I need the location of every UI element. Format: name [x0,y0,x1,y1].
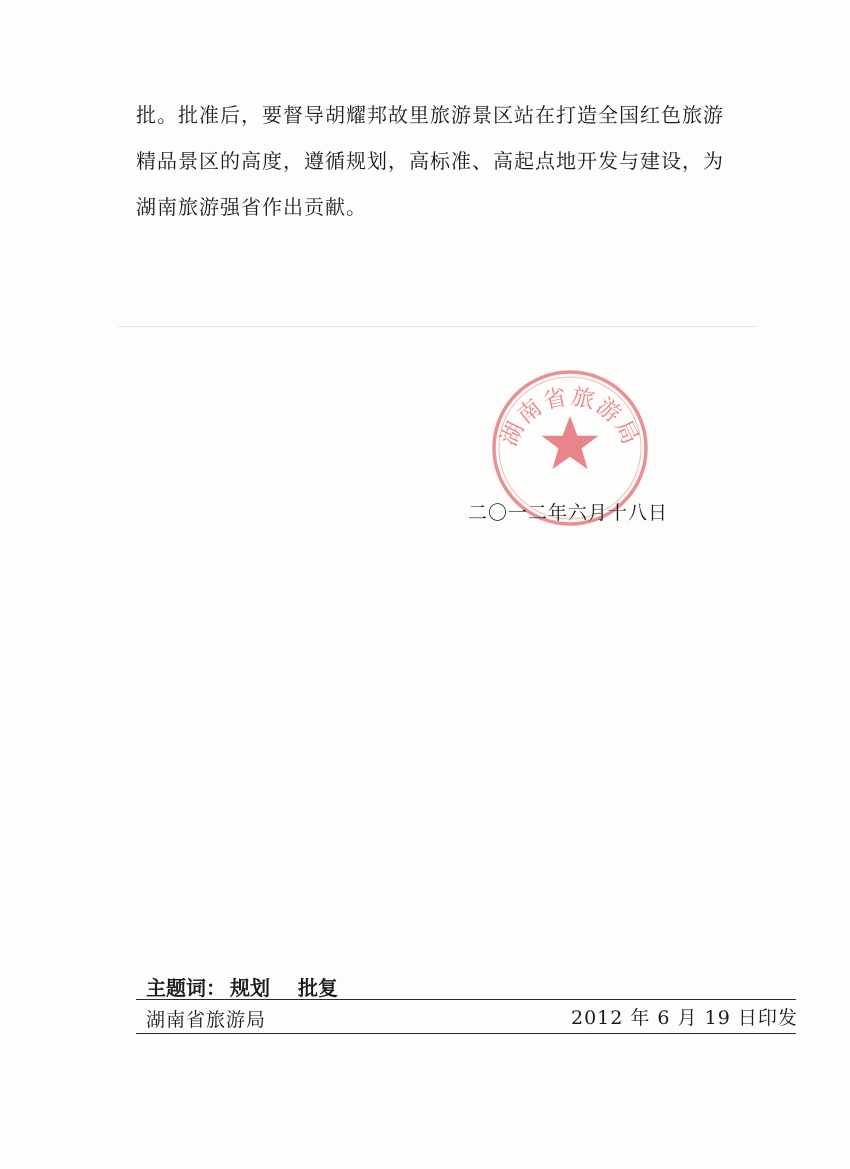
keywords-label: 主题词： [146,976,226,1000]
body-text [136,92,776,230]
footer-rule-bottom [136,1033,796,1034]
body-line: 湖南旅游强省作出贡献。 [136,195,367,219]
footer-rule-top [136,999,796,1000]
subject-keywords [146,972,338,1001]
seal-star-icon [542,416,599,469]
body-line: 精品景区的高度，遵循规划，高标准、高起点地开发与建设，为 [136,149,724,173]
keyword: 批复 [298,976,338,1000]
document-date: 二〇一二年六月十八日 [468,502,669,524]
issuer: 湖南省旅游局 [146,1009,267,1031]
faint-divider [118,326,758,327]
body-line: 批。批准后，要督导胡耀邦故里旅游景区站在打造全国红色旅游 [136,103,724,127]
svg-text:湖南省旅游局: 湖南省旅游局 [496,383,644,451]
print-date: 2012 年 6 月 19 日印发 [571,1007,798,1029]
keyword: 规划 [230,976,270,1000]
